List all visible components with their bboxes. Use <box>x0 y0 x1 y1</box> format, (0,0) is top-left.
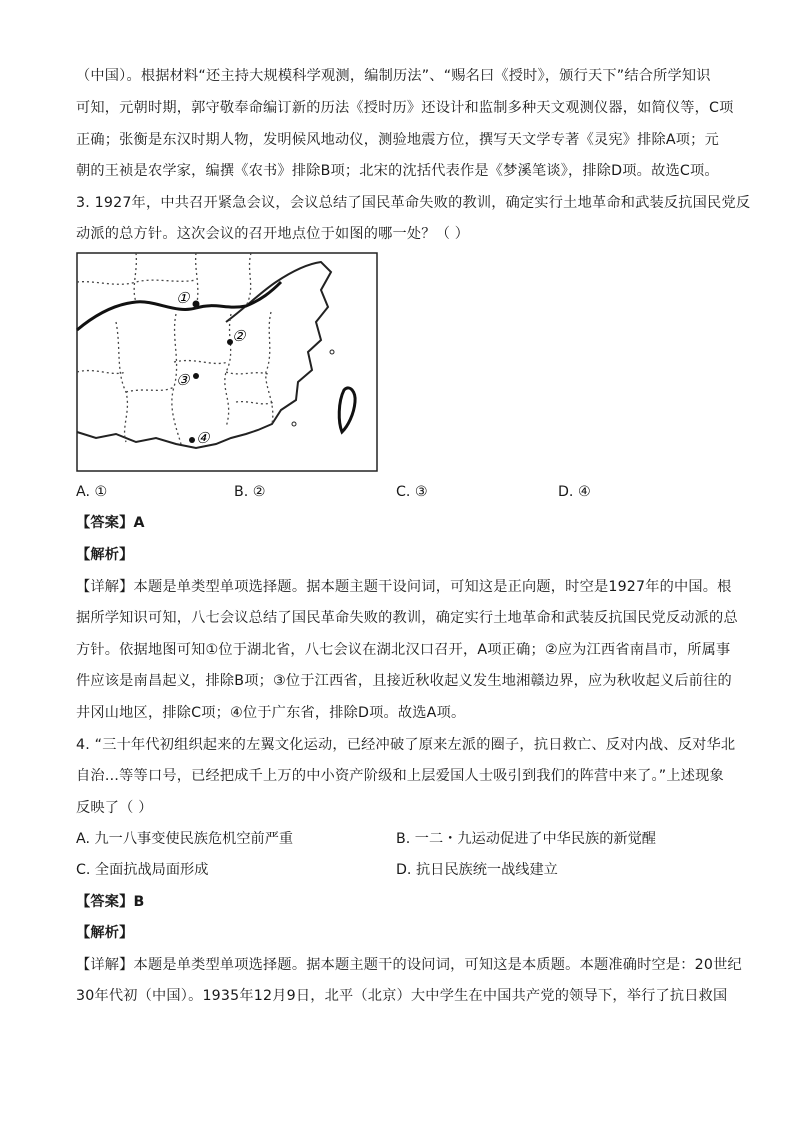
q4-detail-line-2: 30年代初（中国）。1935年12月9日，北平（北京）大中学生在中国共产党的领导下，举行了抗日救国 <box>76 988 728 1004</box>
q3-stem-line-1: 3. 1927年，中共召开紧急会议，会议总结了国民革命失败的教训，确定实行土地革命和武装反抗国民党反 <box>76 195 751 211</box>
location-4-dot <box>189 437 195 443</box>
q2-text-line-2: 可知，元朝时期，郭守敬奉命编订新的历法《授时历》还设计和监制多种天文观测仪器，如简仪等，C项 <box>76 100 734 116</box>
q3-answer: 【答案】A <box>76 515 145 531</box>
q3-detail-line-5: 井冈山地区，排除C项；④位于广东省，排除D项。故选A项。 <box>76 705 466 721</box>
location-2-label: ② <box>232 327 246 345</box>
q4-stem-line-2: 自治…等等口号，已经把成千上万的中小资产阶级和上层爱国人士吸引到我们的阵营中来了。”上述现象 <box>76 768 724 784</box>
q3-option-a: A. ① <box>76 484 108 500</box>
q2-text-line-3: 正确；张衡是东汉时期人物，发明候风地动仪，测验地震方位，撰写天文学专著《灵宪》排除A项；元 <box>76 132 719 148</box>
q4-analysis-title: 【解析】 <box>76 925 134 941</box>
location-4-label: ④ <box>196 429 210 447</box>
q3-detail-line-4: 件应该是南昌起义，排除B项；③位于江西省，且接近秋收起义发生地湘赣边界，应为秋收起义后前往的 <box>76 673 732 689</box>
q3-detail-line-3: 方针。依据地图可知①位于湖北省，八七会议在湖北汉口召开，A项正确；②应为江西省南昌市，所属事 <box>76 642 731 658</box>
q4-option-a: A. 九一八事变使民族危机空前严重 <box>76 831 294 847</box>
q3-option-d: D. ④ <box>558 484 591 500</box>
q3-option-b: B. ② <box>234 484 266 500</box>
location-3-dot <box>193 373 199 379</box>
q3-detail-line-1: 【详解】本题是单类型单项选择题。据本题主题干设问词，可知这是正向题，时空是1927年的中国。根 <box>76 579 732 595</box>
q4-option-c: C. 全面抗战局面形成 <box>76 862 209 878</box>
map-svg <box>76 252 378 472</box>
q4-stem-line-3: 反映了（ ） <box>76 800 153 816</box>
q4-detail-line-1: 【详解】本题是单类型单项选择题。据本题主题干的设问词，可知这是本质题。本题准确时空是：20世纪 <box>76 957 742 973</box>
q4-option-b: B. 一二・九运动促进了中华民族的新觉醒 <box>396 831 656 847</box>
china-map-figure <box>76 252 378 472</box>
map-frame <box>77 253 377 471</box>
location-1-label: ① <box>176 289 190 307</box>
q4-stem-line-1: 4. “三十年代初组织起来的左翼文化运动，已经冲破了原来左派的圈子，抗日救亡、反对内战、反对华北 <box>76 737 736 753</box>
location-1-dot <box>193 301 200 308</box>
location-3-label: ③ <box>176 371 190 389</box>
q4-option-d: D. 抗日民族统一战线建立 <box>396 862 558 878</box>
q4-answer: 【答案】B <box>76 894 145 910</box>
q3-detail-line-2: 据所学知识可知，八七会议总结了国民革命失败的教训，确定实行土地革命和武装反抗国民党反动派的总 <box>76 610 738 626</box>
q2-text-line-4: 朝的王祯是农学家，编撰《农书》排除B项；北宋的沈括代表作是《梦溪笔谈》，排除D项。故选C项。 <box>76 163 719 179</box>
q2-text-line-1: （中国）。根据材料“还主持大规模科学观测，编制历法”、“赐名曰《授时》，颁行天下”结合所学知识 <box>76 68 711 84</box>
q3-option-c: C. ③ <box>396 484 428 500</box>
q3-analysis-title: 【解析】 <box>76 547 134 563</box>
q3-stem-line-2: 动派的总方针。这次会议的召开地点位于如图的哪一处？（ ） <box>76 226 470 242</box>
